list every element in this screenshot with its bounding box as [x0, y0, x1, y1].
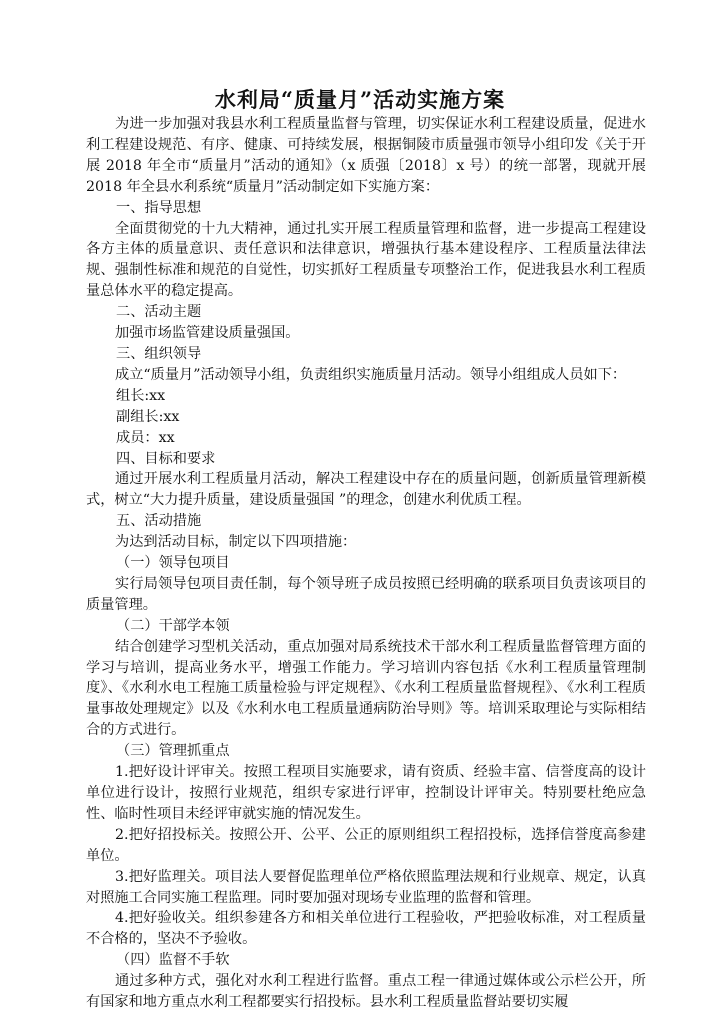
paragraph-goals: 通过开展水利工程质量月活动，解决工程建设中存在的质量问题，创新质量管理新模式，树立“大力提升质量，建设质量强国 ”的理念，创建水利优质工程。: [86, 471, 646, 509]
paragraph-strict-oversight: 通过多种方式，强化对水利工程进行监督。重点工程一律通过媒体或公示栏公开，所有国家和地方重点水利工程都要实行招投标。县水利工程质量监督站要切实履: [86, 973, 646, 1011]
paragraph-measures: 为达到活动目标，制定以下四项措施：: [115, 534, 357, 551]
subheading-key-management: （三）管理抓重点: [116, 743, 230, 760]
paragraph-theme: 加强市场监管建设质量强国。: [115, 325, 300, 342]
paragraph-supervision: 3.把好监理关。项目法人要督促监理单位严格依照监理法规和行业规章、规定，认真对照施工合同实施工程监理。同时要加强对现场专业监理的监督和管理。: [86, 868, 646, 906]
section-heading-guiding-ideology: 一、指导思想: [116, 199, 202, 216]
members-line: 成员：xx: [116, 429, 175, 446]
deputy-leader-line: 副组长:xx: [116, 408, 180, 425]
subheading-strict-oversight: （四）监督不手软: [116, 952, 230, 969]
paragraph-bidding: 2.把好招投标关。按照公开、公平、公正的原则组织工程招投标，选择信誉度高参建单位。: [86, 826, 646, 864]
paragraph-organization: 成立“质量月”活动领导小组，负责组织实施质量月活动。领导小组组成人员如下：: [115, 366, 627, 383]
paragraph-acceptance: 4.把好验收关。组织参建各方和相关单位进行工程验收，严把验收标准，对工程质量不合格的，坚决不予验收。: [86, 910, 646, 948]
paragraph-cadre-learning: 结合创建学习型机关活动，重点加强对局系统技术干部水利工程质量监督管理方面的学习与培训，提高业务水平，增强工作能力。学习培训内容包括《水利工程质量管理制度》、《水利水电工程施工质量检验与评定规程》、《水利工程质量监督规程》、《水利工程质量事故处理规定》以及《水利水电工程质量通病防治导则》等。培训采取理论与实际相结合的方式进行。: [86, 638, 646, 739]
intro-paragraph: 为进一步加强对我县水利工程质量监督与管理，切实保证水利工程建设质量，促进水利工程建设规范、有序、健康、可持续发展，根据铜陵市质量强市领导小组印发《关于开展 2018 年全市“质量月”活动的通知》（x 质强〔2018〕x 号）的统一部署，现就开展 2018 年全县水利系统“质量月”活动制定如下实施方案：: [86, 116, 646, 195]
document-body: [86, 114, 646, 1013]
paragraph-design-review: 1.把好设计评审关。按照工程项目实施要求，请有资质、经验丰富、信誉度高的设计单位进行设计，按照行业规范，组织专家进行评审，控制设计评审关。特别要杜绝应急性、临时性项目未经评审就实施的情况发生。: [86, 764, 646, 822]
leader-line: 组长:xx: [116, 387, 166, 404]
section-heading-goals: 四、目标和要求: [116, 450, 216, 467]
document-title: 水利局“质量月”活动实施方案: [214, 87, 506, 112]
subheading-cadre-learning: （二）干部学本领: [116, 617, 230, 634]
section-heading-measures: 五、活动措施: [116, 513, 202, 530]
section-heading-organization: 三、组织领导: [116, 345, 202, 362]
paragraph-leaders-projects: 实行局领导包项目责任制，每个领导班子成员按照已经明确的联系项目负责该项目的质量管理。: [86, 575, 646, 613]
section-heading-theme: 二、活动主题: [116, 304, 202, 321]
paragraph-guiding-ideology: 全面贯彻党的十九大精神，通过扎实开展工程质量管理和监督，进一步提高工程建设各方主体的质量意识、责任意识和法律意识，增强执行基本建设程序、工程质量法律法规、强制性标准和规范的自觉性，切实抓好工程质量专项整治工作，促进我县水利工程质量总体水平的稳定提高。: [86, 220, 646, 300]
subheading-leaders-projects: （一）领导包项目: [116, 555, 230, 572]
